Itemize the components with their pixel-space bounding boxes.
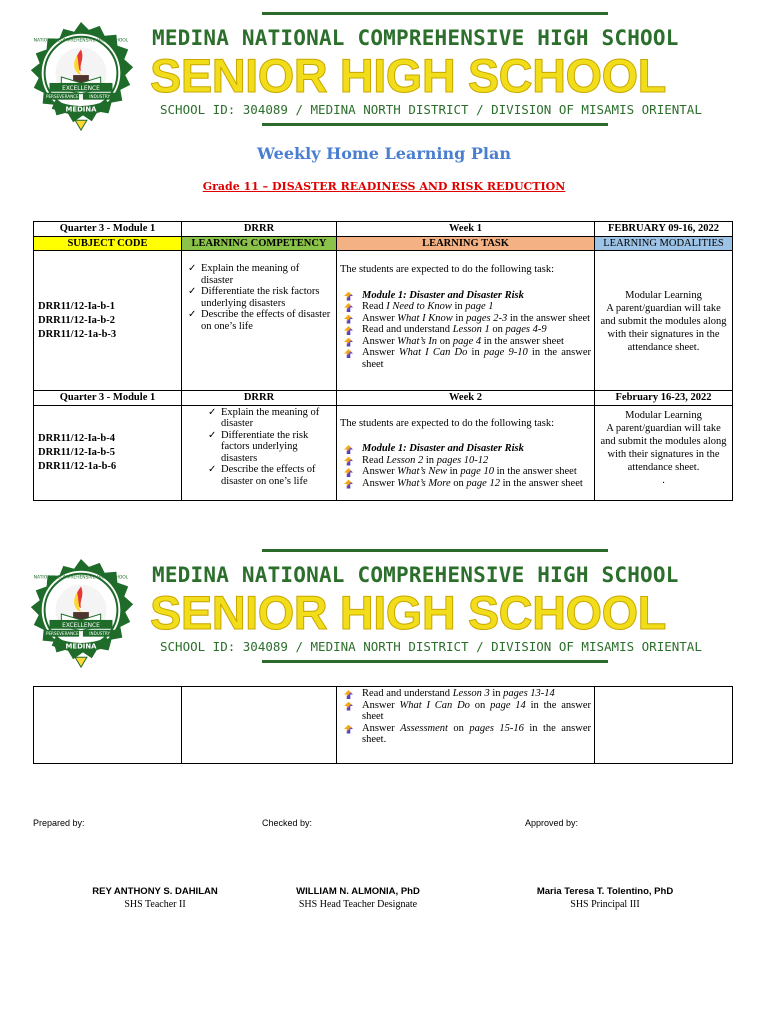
subject-code: DRR11/12-Ia-b-4 — [38, 432, 116, 444]
competencies-week2 — [182, 405, 337, 500]
signatory-role: SHS Head Teacher Designate — [298, 899, 418, 910]
task-item: Answer Assessment on pages 15-16 in the answer sheet. — [362, 722, 591, 745]
checked-by-label: Checked by: — [262, 818, 313, 828]
logo-industry: INDUSTRY — [89, 94, 111, 100]
table-row — [34, 405, 733, 500]
header-learning-task: LEARNING TASK — [337, 236, 595, 251]
school-header-top — [0, 12, 768, 124]
modality-dot: . — [662, 474, 665, 486]
school-id-line: SCHOOL ID: 304089 / MEDINA NORTH DISTRICT / DIVISION OF MISAMIS ORIENTAL — [160, 102, 702, 117]
week-cell: Week 1 — [337, 222, 595, 237]
task-item: Answer What’s More on page 12 in the answer sheet — [362, 478, 591, 490]
header-learning-modalities: LEARNING MODALITIES — [595, 236, 733, 251]
approved-by-label: Approved by: — [525, 818, 579, 828]
header-top-line — [262, 12, 608, 15]
learning-plan-table-continued — [33, 686, 733, 764]
header-learning-competency: LEARNING COMPETENCY — [182, 236, 337, 251]
logo-perseverance: PERSEVERANCE — [45, 631, 79, 637]
school-logo-icon — [22, 20, 140, 138]
table-row — [34, 391, 733, 406]
modality-type: Modular Learning — [625, 409, 702, 421]
task-item: Answer What I Know in pages 2-3 in the answer sheet — [362, 312, 591, 324]
senior-high-school-title: SENIOR HIGH SCHOOL — [150, 586, 666, 639]
school-name: MEDINA NATIONAL COMPREHENSIVE HIGH SCHOOL — [152, 26, 679, 50]
task-item: Answer What’s In on page 4 in the answer sheet — [362, 336, 591, 348]
school-header-second-page — [0, 549, 768, 661]
header-bottom-line — [262, 660, 608, 663]
senior-high-school-title: SENIOR HIGH SCHOOL — [150, 49, 666, 102]
task-item: Read Lesson 2 in pages 10-12 — [362, 455, 591, 467]
logo-excellence: EXCELLENCE — [62, 622, 100, 629]
learning-plan-table — [33, 221, 733, 501]
table-row — [34, 687, 733, 764]
modality-description: A parent/guardian will take and submit the modules along with their signatures in the attendance sheet. — [600, 303, 727, 353]
subject-codes-week2 — [34, 405, 182, 500]
header-subject-code: SUBJECT CODE — [34, 236, 182, 251]
subject-cell: DRRR — [182, 391, 337, 406]
logo-industry: INDUSTRY — [89, 631, 111, 637]
competency-item: ✓ Describe the effects of disaster on one’s life — [201, 309, 333, 332]
quarter-cell: Quarter 3 - Module 1 — [34, 391, 182, 406]
plan-title: Weekly Home Learning Plan — [257, 144, 511, 163]
tasks-continued — [337, 687, 595, 764]
logo-medina: MEDINA — [65, 105, 97, 114]
competency-item: ✓ Differentiate the risk factors underlying disasters — [201, 286, 333, 309]
subject-cell: DRRR — [182, 222, 337, 237]
subject-code: DRR11/12-1a-b-6 — [38, 460, 117, 472]
table-row — [34, 251, 733, 391]
plan-subtitle: Grade 11 – DISASTER READINESS AND RISK REDUCTION — [202, 180, 566, 193]
empty-modality-cell — [595, 687, 733, 764]
signatory-name: WILLIAM N. ALMONIA, PhD — [296, 886, 420, 897]
date-cell: FEBRUARY 09-16, 2022 — [595, 222, 733, 237]
signature-prepared — [45, 886, 265, 910]
competency-item: ✓ Describe the effects of disaster on one’s life — [221, 464, 333, 487]
empty-code-cell — [34, 687, 182, 764]
task-item: Read and understand Lesson 1 on pages 4-9 — [362, 324, 591, 336]
signature-checked — [248, 886, 468, 910]
table-header-row — [34, 236, 733, 251]
signatory-name: Maria Teresa T. Tolentino, PhD — [536, 886, 674, 897]
task-intro: The students are expected to do the following task: — [340, 264, 555, 275]
task-item: Module 1: Disaster and Disaster Risk — [362, 443, 591, 455]
signatory-role: SHS Principal III — [570, 899, 640, 910]
competencies-week1 — [182, 251, 337, 391]
subject-codes-week1 — [34, 251, 182, 391]
competency-item: ✓ Differentiate the risk factors underlying disasters — [221, 430, 333, 465]
task-intro: The students are expected to do the following task: — [340, 417, 555, 429]
modality-description: A parent/guardian will take and submit the modules along with their signatures in the attendance sheet. — [600, 422, 727, 473]
date-cell: February 16-23, 2022 — [595, 391, 733, 406]
header-bottom-line — [262, 123, 608, 126]
tasks-week1 — [337, 251, 595, 391]
quarter-cell: Quarter 3 - Module 1 — [34, 222, 182, 237]
task-item: Answer What’s New in page 10 in the answer sheet — [362, 466, 591, 478]
week-cell: Week 2 — [337, 391, 595, 406]
logo-arc-text: NATIONAL COMPREHENSIVE HIGH SCHOOL — [33, 38, 129, 44]
empty-competency-cell — [182, 687, 337, 764]
competency-item: ✓ Explain the meaning of disaster — [201, 263, 333, 286]
task-item: Read and understand Lesson 3 in pages 13-14 — [362, 688, 591, 700]
task-item: Read I Need to Know in page 1 — [362, 301, 591, 313]
school-name: MEDINA NATIONAL COMPREHENSIVE HIGH SCHOOL — [152, 563, 679, 587]
subject-code: DRR11/12-Ia-b-1 — [38, 300, 116, 312]
competency-item: ✓ Explain the meaning of disaster — [221, 407, 333, 430]
subject-code: DRR11/12-Ia-b-5 — [38, 446, 116, 458]
signature-approved — [495, 886, 715, 910]
prepared-by-label: Prepared by: — [33, 818, 85, 828]
logo-medina: MEDINA — [65, 642, 97, 651]
task-item: Answer What I Can Do on page 14 in the answer sheet — [362, 699, 591, 722]
logo-excellence: EXCELLENCE — [62, 85, 100, 92]
school-logo-icon — [22, 557, 140, 675]
signatory-role: SHS Teacher II — [124, 899, 186, 910]
subject-code: DRR11/12-Ia-b-2 — [38, 314, 116, 326]
modality-type: Modular Learning — [625, 290, 702, 301]
task-item: Module 1: Disaster and Disaster Risk — [362, 290, 591, 302]
school-id-line: SCHOOL ID: 304089 / MEDINA NORTH DISTRICT / DIVISION OF MISAMIS ORIENTAL — [160, 639, 702, 654]
header-top-line — [262, 549, 608, 552]
logo-perseverance: PERSEVERANCE — [45, 94, 79, 100]
subject-code: DRR11/12-1a-b-3 — [38, 328, 117, 340]
tasks-week2 — [337, 405, 595, 500]
logo-arc-text: NATIONAL COMPREHENSIVE HIGH SCHOOL — [33, 575, 129, 581]
task-item: Answer What I Can Do in page 9-10 in the answer sheet — [362, 347, 592, 370]
modality-week2 — [595, 405, 733, 500]
table-row — [34, 222, 733, 237]
modality-week1 — [595, 251, 733, 391]
signatory-name: REY ANTHONY S. DAHILAN — [92, 886, 218, 897]
